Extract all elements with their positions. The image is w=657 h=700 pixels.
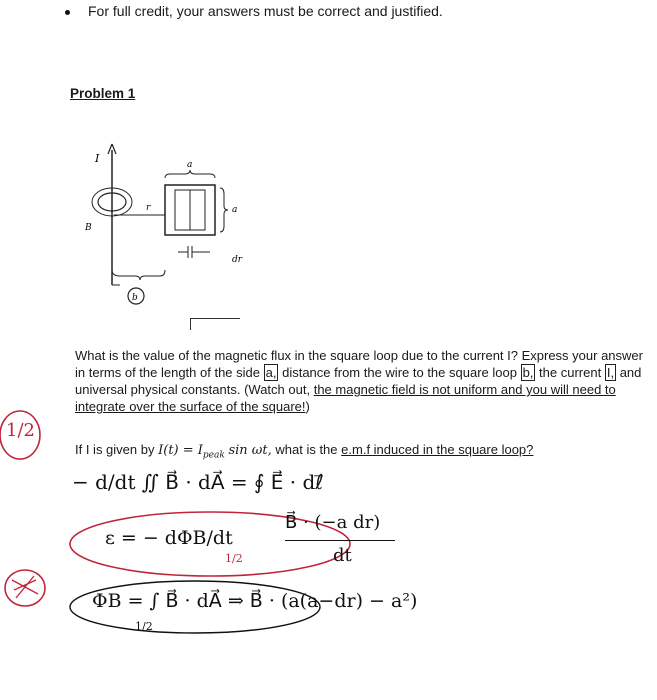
right-side-label: a bbox=[232, 205, 238, 215]
current-label: I bbox=[95, 152, 100, 165]
q1-end: ) bbox=[305, 399, 310, 414]
q2-formula-sin: sin ωt, bbox=[228, 443, 272, 458]
q1-text-4: and universal physical constants. (Watch out, bbox=[75, 365, 642, 397]
answer-underline-tick bbox=[190, 318, 191, 330]
handwritten-emf: ε = − dΦB/dt bbox=[105, 527, 233, 549]
problem-title: Problem 1 bbox=[70, 86, 136, 101]
q2-formula-sub: peak bbox=[202, 450, 225, 461]
q1-text-2: distance from the wire to the square loop bbox=[282, 365, 517, 380]
score-text: 1/2 bbox=[6, 420, 35, 441]
fraction-bar bbox=[285, 540, 395, 541]
question-1 bbox=[75, 347, 650, 415]
q1-text-3: the current bbox=[539, 365, 602, 380]
instruction-bullet bbox=[65, 3, 443, 19]
handwritten-denominator: dt bbox=[333, 545, 352, 566]
bullet-dot bbox=[65, 10, 70, 15]
top-side-label: a bbox=[187, 160, 193, 170]
red-half-mark: 1/2 bbox=[225, 552, 243, 565]
handwritten-line-3: ΦB = ∫ B⃗ · dA⃗ ⇒ B⃗ · (a(a−dr) − a²) bbox=[92, 590, 418, 612]
question-2 bbox=[75, 442, 533, 461]
handwritten-numerator: B⃗ · (−a dr) bbox=[285, 512, 381, 533]
handwritten-annotations bbox=[55, 502, 475, 642]
q1-underlined: the magnetic field is not uniform and you will need to integrate over the surface of the square! bbox=[75, 382, 616, 414]
q1-boxed-I: I, bbox=[606, 365, 615, 380]
scribble-annotation bbox=[0, 560, 55, 615]
q2-emf: e.m.f induced in the square loop? bbox=[341, 442, 534, 457]
r-label: r bbox=[146, 203, 151, 213]
q1-boxed-a: a, bbox=[265, 365, 277, 380]
q2-prefix: If I is given by bbox=[75, 442, 155, 457]
q2-middle: what is the bbox=[275, 442, 338, 457]
b-field-label: B bbox=[85, 223, 92, 233]
answer-underline bbox=[190, 318, 240, 319]
q2-formula bbox=[158, 443, 225, 461]
dr-label: dr bbox=[232, 255, 243, 265]
b-label: b bbox=[132, 293, 138, 303]
q1-text-1: What is the value of the magnetic flux in the square loop due to the current I? Express your answer in terms of the length of the side bbox=[75, 348, 643, 380]
handwritten-line-1: − d/dt ∬ B⃗ · dA⃗ = ∮ E⃗ · dℓ⃗ bbox=[72, 470, 324, 494]
problem-figure bbox=[80, 140, 280, 310]
q1-boxed-b: b, bbox=[522, 365, 534, 380]
instruction-text: For full credit, your answers must be correct and justified. bbox=[88, 3, 443, 19]
black-half-mark: 1/2 bbox=[135, 620, 153, 633]
q2-formula-main: I(t) = I bbox=[158, 443, 203, 458]
